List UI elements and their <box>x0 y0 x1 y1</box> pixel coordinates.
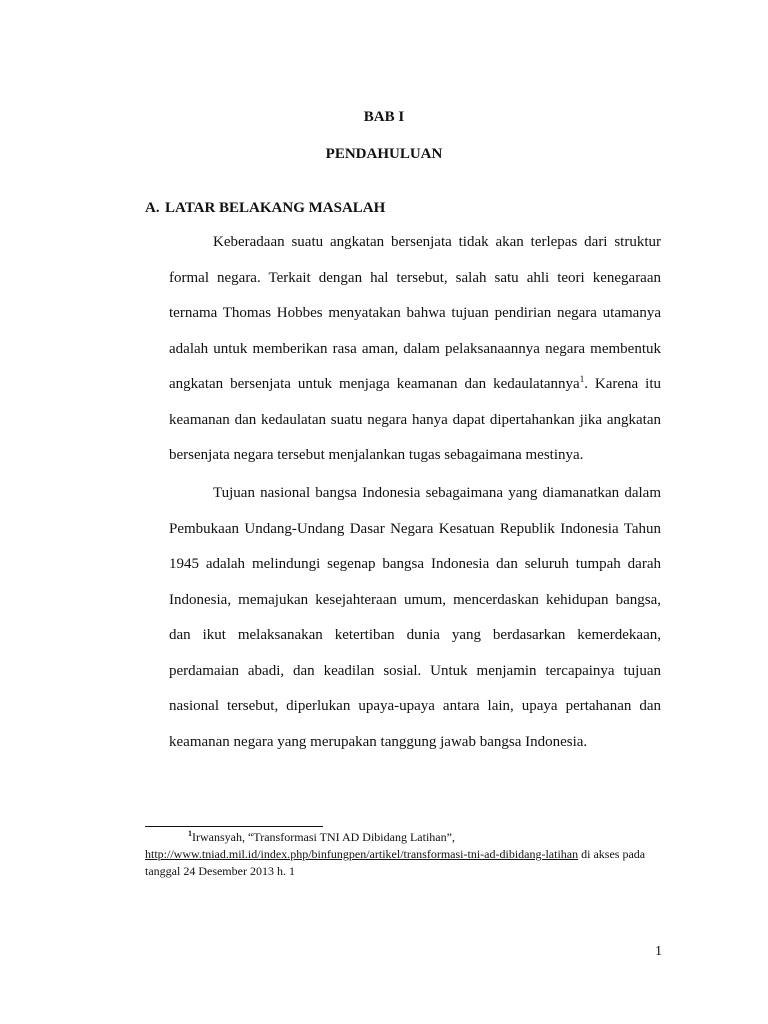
chapter-title: PENDAHULUAN <box>325 146 443 162</box>
footnote-marker: 1 <box>188 829 192 838</box>
body-paragraph-2: Tujuan nasional bangsa Indonesia sebagaimana yang diamanatkan dalam Pembukaan Undang-Undang Dasar Negara Kesatuan Republik Indonesia Tahun 1945 adalah melindungi segenap bangsa Indonesia dan seluruh tumpah darah Indonesia, memajukan kesejahteraan umum, mencerdaskan kehidupan bangsa, dan ikut melaksanakan ketertiban dunia yang berdasarkan kemerdekaan, perdamaian abadi, dan keadilan sosial. Untuk menjamin tercapainya tujuan nasional tersebut, diperlukan upaya-upaya antara lain, upaya pertahanan dan keamanan negara yang merupakan tanggung jawab bangsa Indonesia. <box>169 485 661 750</box>
footnote-citation: Irwansyah, “Transformasi TNI AD Dibidang Latihan”, <box>192 830 455 844</box>
paragraph-1-text-before-ref: Keberadaan suatu angkatan bersenjata tidak akan terlepas dari struktur formal negara. Terkait dengan hal tersebut, salah satu ahli teori kenegaraan ternama Thomas Hobbes menyatakan bahwa tujuan pendirian negara utamanya adalah untuk memberikan rasa aman, dalam pelaksanaannya negara membentuk angkatan bersenjata untuk menjaga keamanan dan kedaulatannya <box>169 234 661 392</box>
paragraph-1-text-after-ref: . Karena itu keamanan dan kedaulatan suatu negara hanya dapat dipertahankan jika angkatan bersenjata negara tersebut menjalankan tugas sebagaimana mestinya. <box>169 376 661 463</box>
footnote-suffix: di akses pada tanggal 24 Desember 2013 h. 1 <box>145 847 646 878</box>
page-number: 1 <box>655 944 662 959</box>
section-heading <box>145 199 385 217</box>
section-title: LATAR BELAKANG MASALAH <box>165 200 386 216</box>
footnote <box>145 829 665 880</box>
section-number: A. <box>145 200 160 216</box>
footnote-separator <box>145 826 323 827</box>
footnote-first-line <box>145 829 665 846</box>
chapter-heading: BAB I <box>363 109 405 125</box>
footnote-reference[interactable]: 1 <box>579 374 585 384</box>
body-paragraph-1 <box>169 225 661 474</box>
footnote-url-link[interactable]: http://www.tniad.mil.id/index.php/binfungpen/artikel/transformasi-tni-ad-dibidang-latihan <box>145 847 579 861</box>
